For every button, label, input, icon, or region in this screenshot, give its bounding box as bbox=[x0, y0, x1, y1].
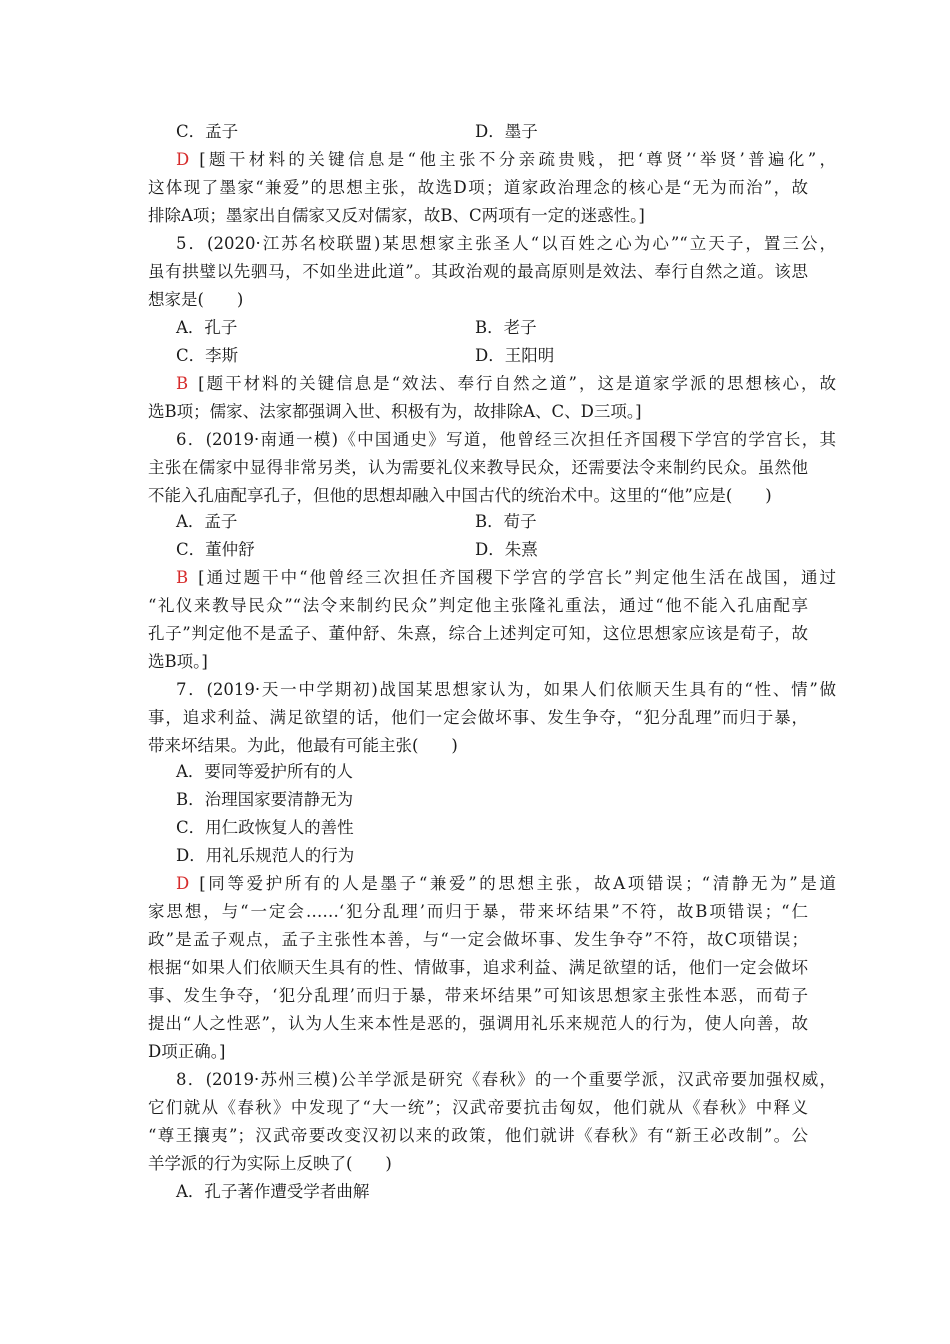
answer-line: 根据“如果人们依顺天生具有的性、情做事，追求利益、满足欲望的话，他们一定会做坏 bbox=[148, 958, 808, 977]
option-c: C．李斯 bbox=[176, 346, 239, 365]
answer-line: 选B项。] bbox=[148, 652, 208, 671]
answer-line: 排除A项；墨家出自儒家又反对儒家，故B、C两项有一定的迷惑性。] bbox=[148, 206, 645, 225]
question-line: 带来坏结果。为此，他最有可能主张( ) bbox=[148, 736, 458, 755]
answer-letter: B bbox=[176, 374, 189, 393]
answer-line: 家思想，与“一定会……‘犯分乱理’而归于暴，带来坏结果”不符，故B项错误；“仁 bbox=[148, 902, 808, 921]
option-d: D．王阳明 bbox=[475, 346, 555, 365]
option-d: D．朱熹 bbox=[475, 540, 538, 559]
answer-line: 事、发生争夺，‘犯分乱理’而归于暴，带来坏结果”可知该思想家主张性本恶，而荀子 bbox=[148, 986, 808, 1005]
answer-line: D [题干材料的关键信息是“他主张不分亲疏贵贱，把‘尊贤’‘举贤’普遍化”， bbox=[176, 150, 836, 169]
option-c: C．董仲舒 bbox=[176, 540, 255, 559]
answer-line: D项正确。] bbox=[148, 1042, 226, 1061]
answer-letter: D bbox=[176, 150, 190, 169]
answer-line: B [题干材料的关键信息是“效法、奉行自然之道”，这是道家学派的思想核心，故 bbox=[176, 374, 836, 393]
question-line: 6．(2019·南通一模)《中国通史》写道，他曾经三次担任齐国稷下学宫的学宫长，其 bbox=[176, 430, 836, 449]
question-line: 事，追求利益、满足欲望的话，他们一定会做坏事、发生争夺，“犯分乱理”而归于暴， bbox=[148, 708, 808, 727]
question-line: 羊学派的行为实际上反映了( ) bbox=[148, 1154, 392, 1173]
question-line: 7．(2019·天一中学期初)战国某思想家认为，如果人们依顺天生具有的“性、情”做 bbox=[176, 680, 836, 699]
option-d: D．墨子 bbox=[475, 122, 538, 141]
answer-line: “礼仪来教导民众”“法令来制约民众”判定他主张隆礼重法，通过“他不能入孔庙配享 bbox=[148, 596, 808, 615]
answer-line: 这体现了墨家“兼爱”的思想主张，故选D项；道家政治理念的核心是“无为而治”，故 bbox=[148, 178, 808, 197]
option-a: A．孔子著作遭受学者曲解 bbox=[176, 1182, 370, 1201]
answer-letter: B bbox=[176, 568, 189, 587]
question-line: 虽有拱璧以先驷马，不如坐进此道”。其政治观的最高原则是效法、奉行自然之道。该思 bbox=[148, 262, 808, 281]
option-c: C．孟子 bbox=[176, 122, 239, 141]
answer-line: D [同等爱护所有的人是墨子“兼爱”的思想主张，故A项错误；“清静无为”是道 bbox=[176, 874, 836, 893]
option-d: D．用礼乐规范人的行为 bbox=[176, 846, 355, 865]
option-a: A．孔子 bbox=[176, 318, 238, 337]
question-line: 8．(2019·苏州三模)公羊学派是研究《春秋》的一个重要学派，汉武帝要加强权威， bbox=[176, 1070, 836, 1089]
answer-line: 政”是孟子观点，孟子主张性本善，与“一定会做坏事、发生争夺”不符，故C项错误； bbox=[148, 930, 808, 949]
question-line: “尊王攘夷”；汉武帝要改变汉初以来的政策，他们就讲《春秋》有“新王必改制”。公 bbox=[148, 1126, 808, 1145]
question-line: 主张在儒家中显得非常另类，认为需要礼仪来教导民众，还需要法令来制约民众。虽然他 bbox=[148, 458, 808, 477]
question-line: 想家是( ) bbox=[148, 290, 244, 309]
question-line: 不能入孔庙配享孔子，但他的思想却融入中国古代的统治术中。这里的“他”应是( ) bbox=[148, 486, 772, 505]
option-b: B．治理国家要清静无为 bbox=[176, 790, 354, 809]
option-b: B．荀子 bbox=[475, 512, 537, 531]
question-line: 5．(2020·江苏名校联盟)某思想家主张圣人“以百姓之心为心”“立天子，置三公， bbox=[176, 234, 836, 253]
answer-letter: D bbox=[176, 874, 190, 893]
answer-line: 选B项；儒家、法家都强调入世、积极有为，故排除A、C、D三项。] bbox=[148, 402, 642, 421]
question-line: 它们就从《春秋》中发现了“大一统”；汉武帝要抗击匈奴，他们就从《春秋》中释义 bbox=[148, 1098, 808, 1117]
option-c: C．用仁政恢复人的善性 bbox=[176, 818, 354, 837]
option-b: B．老子 bbox=[475, 318, 537, 337]
option-a: A．孟子 bbox=[176, 512, 238, 531]
option-a: A．要同等爱护所有的人 bbox=[176, 762, 353, 781]
answer-line: B [通过题干中“他曾经三次担任齐国稷下学宫的学宫长”判定他生活在战国，通过 bbox=[176, 568, 836, 587]
answer-line: 提出“人之性恶”，认为人生来本性是恶的，强调用礼乐来规范人的行为，使人向善，故 bbox=[148, 1014, 808, 1033]
answer-line: 孔子”判定他不是孟子、董仲舒、朱熹，综合上述判定可知，这位思想家应该是荀子，故 bbox=[148, 624, 808, 643]
